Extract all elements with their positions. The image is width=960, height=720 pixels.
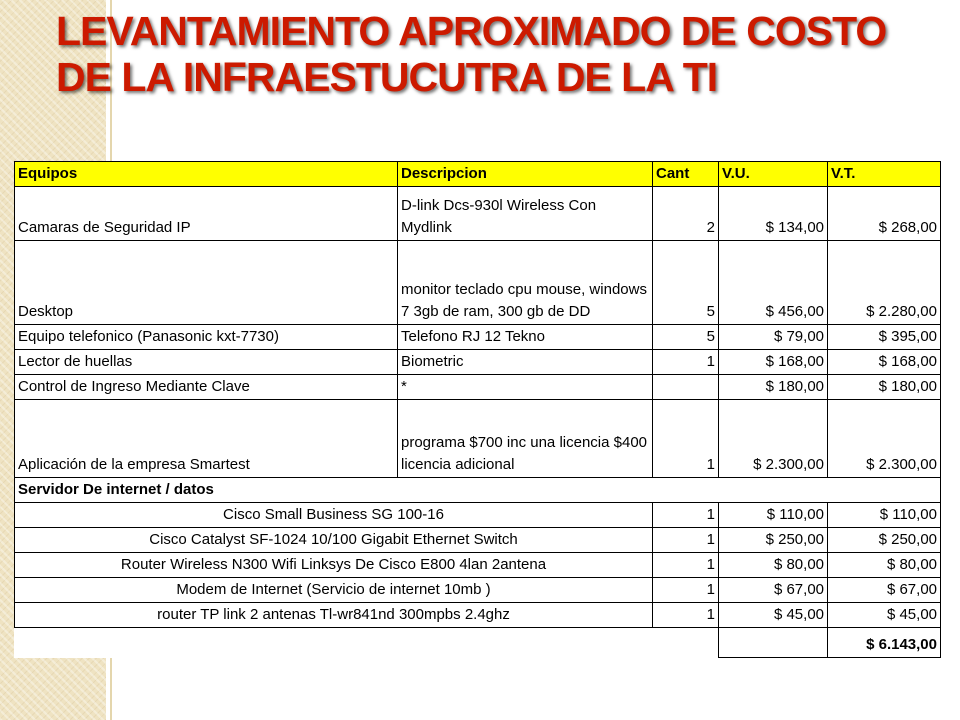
- cell-cant: 5: [653, 325, 719, 350]
- cell-cant: 5: [653, 241, 719, 325]
- cell-descripcion: programa $700 inc una licencia $400 licencia adicional: [398, 400, 653, 478]
- cost-table: [14, 161, 941, 658]
- total-spacer: [15, 628, 719, 658]
- section-row: [15, 478, 941, 503]
- cell-equipo: Control de Ingreso Mediante Clave: [15, 375, 398, 400]
- cell-equipo: Router Wireless N300 Wifi Linksys De Cisco E800 4lan 2antena: [15, 553, 653, 578]
- table-row: [15, 503, 941, 528]
- cell-equipo: Modem de Internet (Servicio de internet 10mb ): [15, 578, 653, 603]
- table-header-row: [15, 162, 941, 187]
- cell-cant: 1: [653, 553, 719, 578]
- cell-cant: 1: [653, 503, 719, 528]
- slide-title: LEVANTAMIENTO APROXIMADO DE COSTO DE LA INFRAESTUCUTRA DE LA TI: [56, 8, 887, 100]
- cell-vt: $ 67,00: [828, 578, 941, 603]
- cell-vu: $ 2.300,00: [719, 400, 828, 478]
- cell-vt: $ 168,00: [828, 350, 941, 375]
- cell-vu: $ 180,00: [719, 375, 828, 400]
- cell-equipo: Desktop: [15, 241, 398, 325]
- table-row: [15, 325, 941, 350]
- cell-descripcion: Telefono RJ 12 Tekno: [398, 325, 653, 350]
- header-descripcion: Descripcion: [398, 162, 653, 187]
- cell-descripcion: Biometric: [398, 350, 653, 375]
- header-equipos: Equipos: [15, 162, 398, 187]
- cell-cant: 1: [653, 350, 719, 375]
- cell-vt: $ 250,00: [828, 528, 941, 553]
- cell-vu: $ 168,00: [719, 350, 828, 375]
- cell-cant: 2: [653, 187, 719, 241]
- cell-cant: 1: [653, 528, 719, 553]
- cell-vt: $ 2.280,00: [828, 241, 941, 325]
- cell-vt: $ 2.300,00: [828, 400, 941, 478]
- cell-vu: $ 456,00: [719, 241, 828, 325]
- cell-vt: $ 268,00: [828, 187, 941, 241]
- cell-vu: $ 134,00: [719, 187, 828, 241]
- cell-equipo: Cisco Catalyst SF-1024 10/100 Gigabit Ethernet Switch: [15, 528, 653, 553]
- cell-vu: $ 250,00: [719, 528, 828, 553]
- cell-cant: 1: [653, 603, 719, 628]
- header-vt: V.T.: [828, 162, 941, 187]
- cell-vu: $ 67,00: [719, 578, 828, 603]
- table-row: [15, 603, 941, 628]
- table-row: [15, 578, 941, 603]
- cell-descripcion: monitor teclado cpu mouse, windows 7 3gb de ram, 300 gb de DD: [398, 241, 653, 325]
- table-row: [15, 375, 941, 400]
- cell-equipo: Equipo telefonico (Panasonic kxt-7730): [15, 325, 398, 350]
- cell-equipo: Aplicación de la empresa Smartest: [15, 400, 398, 478]
- total-empty-cell: [719, 628, 828, 658]
- cell-descripcion: *: [398, 375, 653, 400]
- header-cant: Cant: [653, 162, 719, 187]
- table-row: [15, 350, 941, 375]
- cell-equipo: Lector de huellas: [15, 350, 398, 375]
- cell-equipo: router TP link 2 antenas Tl-wr841nd 300mpbs 2.4ghz: [15, 603, 653, 628]
- table-row: [15, 528, 941, 553]
- table-row: [15, 241, 941, 325]
- cell-equipo: Cisco Small Business SG 100-16: [15, 503, 653, 528]
- total-row: [15, 628, 941, 658]
- cell-vt: $ 80,00: [828, 553, 941, 578]
- cell-vt: $ 395,00: [828, 325, 941, 350]
- cell-cant: 1: [653, 578, 719, 603]
- header-vu: V.U.: [719, 162, 828, 187]
- table-row: [15, 553, 941, 578]
- cell-vu: $ 110,00: [719, 503, 828, 528]
- cell-vt: $ 110,00: [828, 503, 941, 528]
- cell-vu: $ 80,00: [719, 553, 828, 578]
- cell-vt: $ 180,00: [828, 375, 941, 400]
- cell-equipo: Camaras de Seguridad IP: [15, 187, 398, 241]
- cell-cant: [653, 375, 719, 400]
- section-title: Servidor De internet / datos: [15, 478, 941, 503]
- cell-vu: $ 45,00: [719, 603, 828, 628]
- cell-vt: $ 45,00: [828, 603, 941, 628]
- cell-cant: 1: [653, 400, 719, 478]
- cell-descripcion: D-link Dcs-930l Wireless Con Mydlink: [398, 187, 653, 241]
- table-row: [15, 187, 941, 241]
- table-row: [15, 400, 941, 478]
- cell-vu: $ 79,00: [719, 325, 828, 350]
- total-value: $ 6.143,00: [828, 628, 941, 658]
